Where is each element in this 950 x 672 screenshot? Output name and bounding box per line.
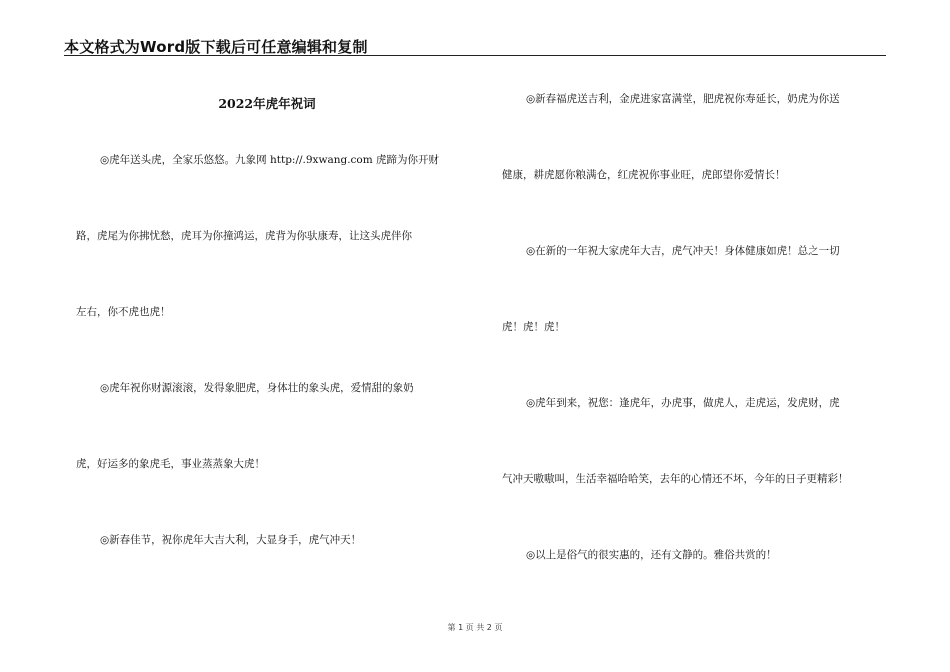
left-column: [76, 152, 464, 589]
paragraph-line: ◎虎年祝你财源滚滚，发得象肥虎，身体壮的象头虎，爱情甜的象奶: [100, 382, 414, 394]
right-column: [502, 91, 894, 604]
paragraph-line: 虎！虎！虎！: [502, 321, 565, 333]
paragraph-line: 虎，好运多的象虎毛，事业蒸蒸象大虎！: [76, 458, 265, 470]
paragraph-line: ◎新春佳节，祝你虎年大吉大利，大显身手，虎气冲天！: [100, 534, 362, 546]
paragraph: [502, 547, 894, 563]
paragraph-line: ◎新春福虎送吉利，金虎进家富满堂，肥虎祝你寿延长，奶虎为你送: [526, 93, 840, 105]
paragraph: [76, 532, 464, 548]
paragraph: [502, 91, 894, 183]
paragraph-line: 气冲天嗷嗷叫，生活幸福哈哈笑，去年的心情还不坏，今年的日子更精彩！: [502, 473, 849, 485]
header-divider: [64, 55, 886, 56]
paragraph: [502, 243, 894, 335]
paragraph-line: ◎在新的一年祝大家虎年大吉，虎气冲天！身体健康如虎！总之一切: [526, 245, 840, 257]
paragraph-line: ◎虎年送头虎，全家乐悠悠。九象网 http://.9xwang.com 虎蹄为你开财: [100, 154, 440, 166]
paragraph: [76, 152, 464, 320]
paragraph-line: 左右，你不虎也虎！: [76, 306, 171, 318]
paragraph-line: ◎以上是俗气的很实惠的，还有文静的。雅俗共赏的！: [526, 549, 777, 561]
paragraph: [502, 395, 894, 487]
paragraph-line: ◎虎年到来，祝您：逢虎年，办虎事，做虎人，走虎运，发虎财，虎: [526, 397, 840, 409]
document-title: 2022年虎年祝词: [218, 96, 316, 111]
paragraph-line: 健康，耕虎愿你粮满仓，红虎祝你事业旺，虎郎望你爱情长！: [502, 169, 786, 181]
paragraph: [76, 380, 464, 472]
paragraph-line: 路，虎尾为你拂忧愁，虎耳为你撞鸿运，虎背为你驮康寿，让这头虎伴你: [76, 230, 412, 242]
page-footer: 第 1 页 共 2 页: [447, 623, 503, 632]
page-header-title: 本文格式为Word版下载后可任意编辑和复制: [64, 38, 368, 56]
